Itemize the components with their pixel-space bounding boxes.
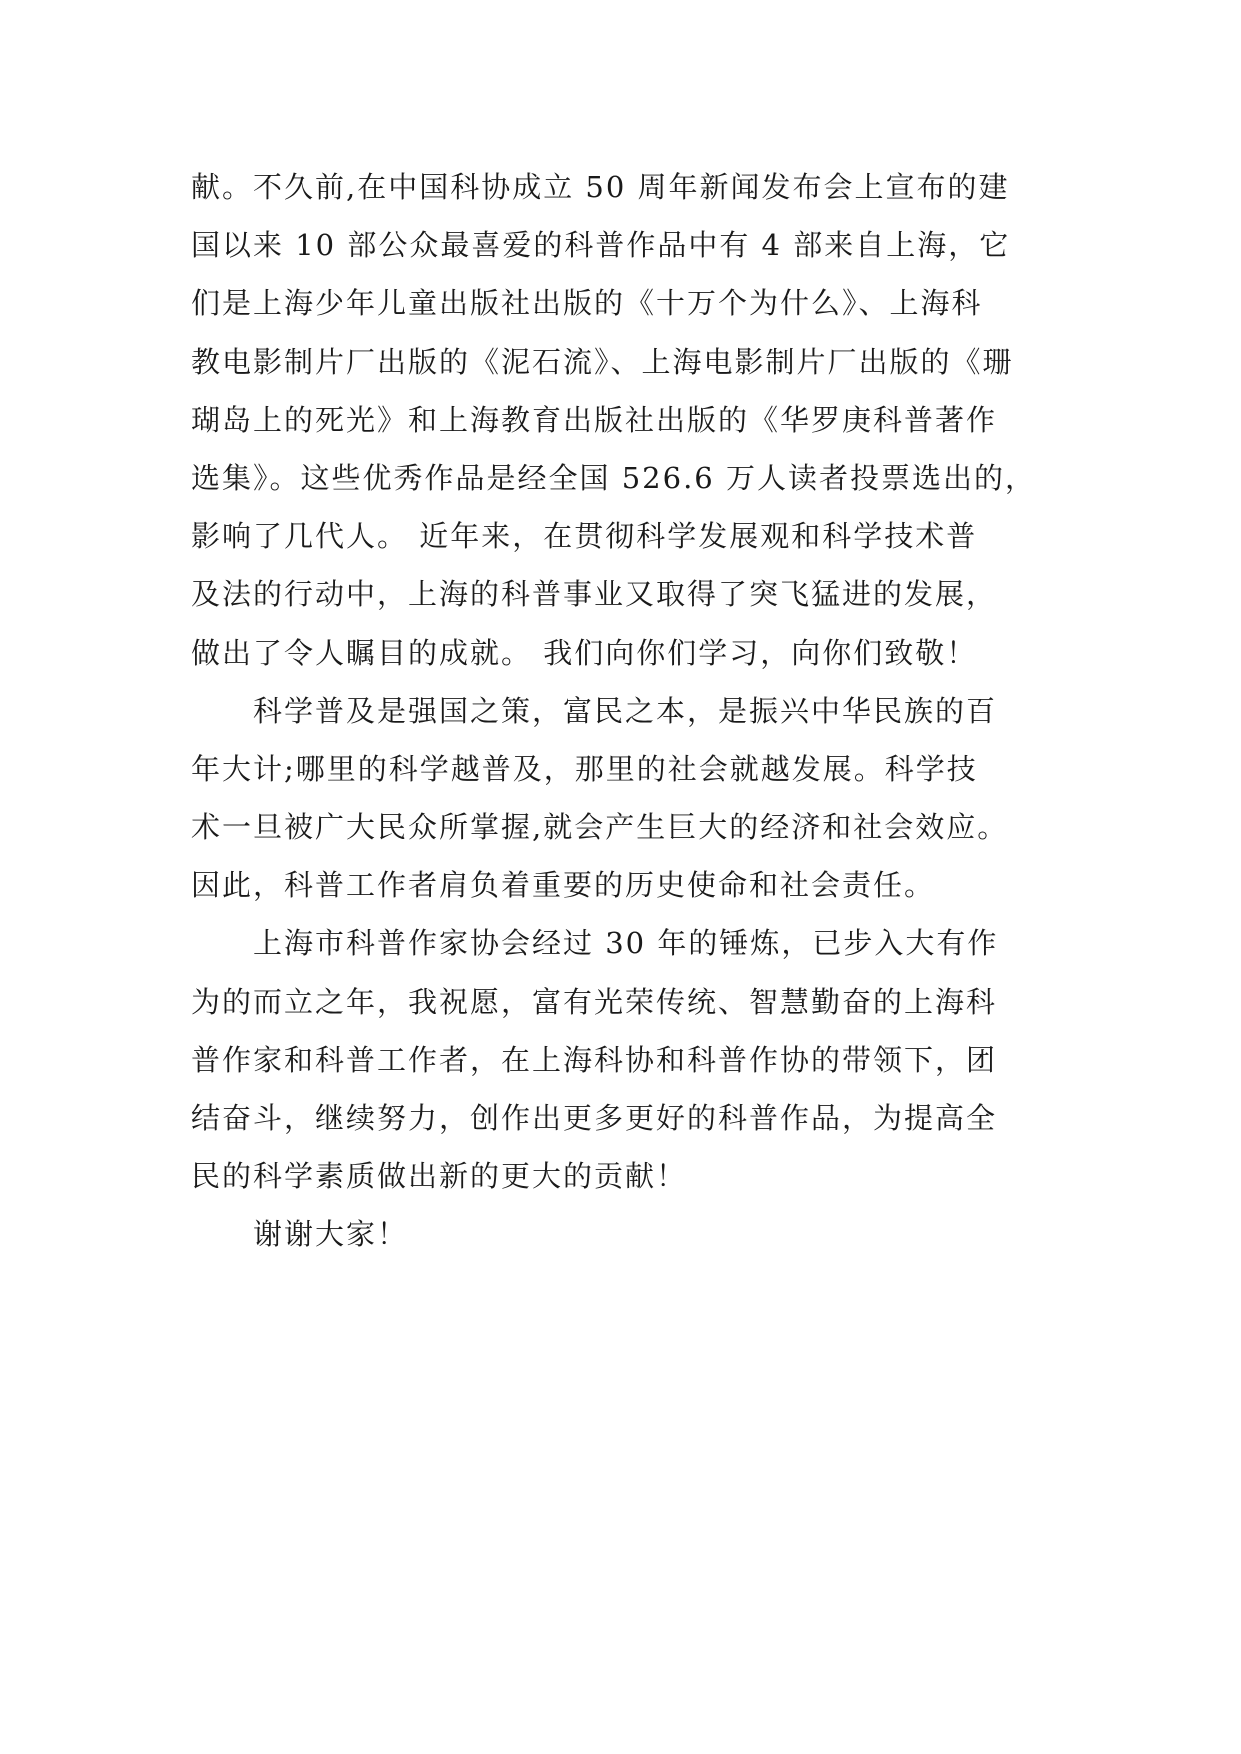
text-line: 国以来 10 部公众最喜爱的科普作品中有 4 部来自上海，它 [191, 228, 1011, 263]
text-line: 结奋斗，继续努力，创作出更多更好的科普作品，为提高全 [191, 1101, 998, 1135]
text-line: 做出了令人瞩目的成就。 我们向你们学习，向你们致敬！ [191, 635, 978, 670]
text-line: 及法的行动中，上海的科普事业又取得了突飞猛进的发展， [191, 577, 998, 612]
text-line: 影响了几代人。 近年来，在贯彻科学发展观和科学技术普 [191, 519, 978, 554]
text-line: 们是上海少年儿童出版社出版的《十万个为什么》、上海科 [191, 286, 983, 321]
body-text [191, 158, 1071, 1264]
text-line: 民的科学素质做出新的更大的贡献！ [191, 1159, 688, 1194]
text-line: 科学普及是强国之策，富民之本，是振兴中华民族的百 [191, 693, 998, 728]
text-line: 选集》。这些优秀作品是经全国 526.6 万人读者投票选出的， [191, 460, 1036, 495]
text-line: 普作家和科普工作者，在上海科协和科普作协的带领下，团 [191, 1042, 998, 1077]
text-line: 谢谢大家！ [191, 1217, 409, 1252]
text-line: 献。不久前,在中国科协成立 50 周年新闻发布会上宣布的建 [191, 170, 1010, 204]
text-line: 瑚岛上的死光》和上海教育出版社出版的《华罗庚科普著作 [191, 402, 998, 437]
text-line: 上海市科普作家协会经过 30 年的锤炼，已步入大有作 [191, 926, 999, 961]
text-line: 因此，科普工作者肩负着重要的历史使命和社会责任。 [191, 868, 936, 903]
text-line: 年大计;哪里的科学越普及，那里的社会就越发展。科学技 [191, 751, 978, 786]
text-line: 术一旦被广大民众所掌握,就会产生巨大的经济和社会效应。 [191, 810, 1009, 845]
text-line: 为的而立之年，我祝愿，富有光荣传统、智慧勤奋的上海科 [191, 984, 998, 1019]
text-line: 教电影制片厂出版的《泥石流》、上海电影制片厂出版的《珊 [191, 344, 1014, 379]
